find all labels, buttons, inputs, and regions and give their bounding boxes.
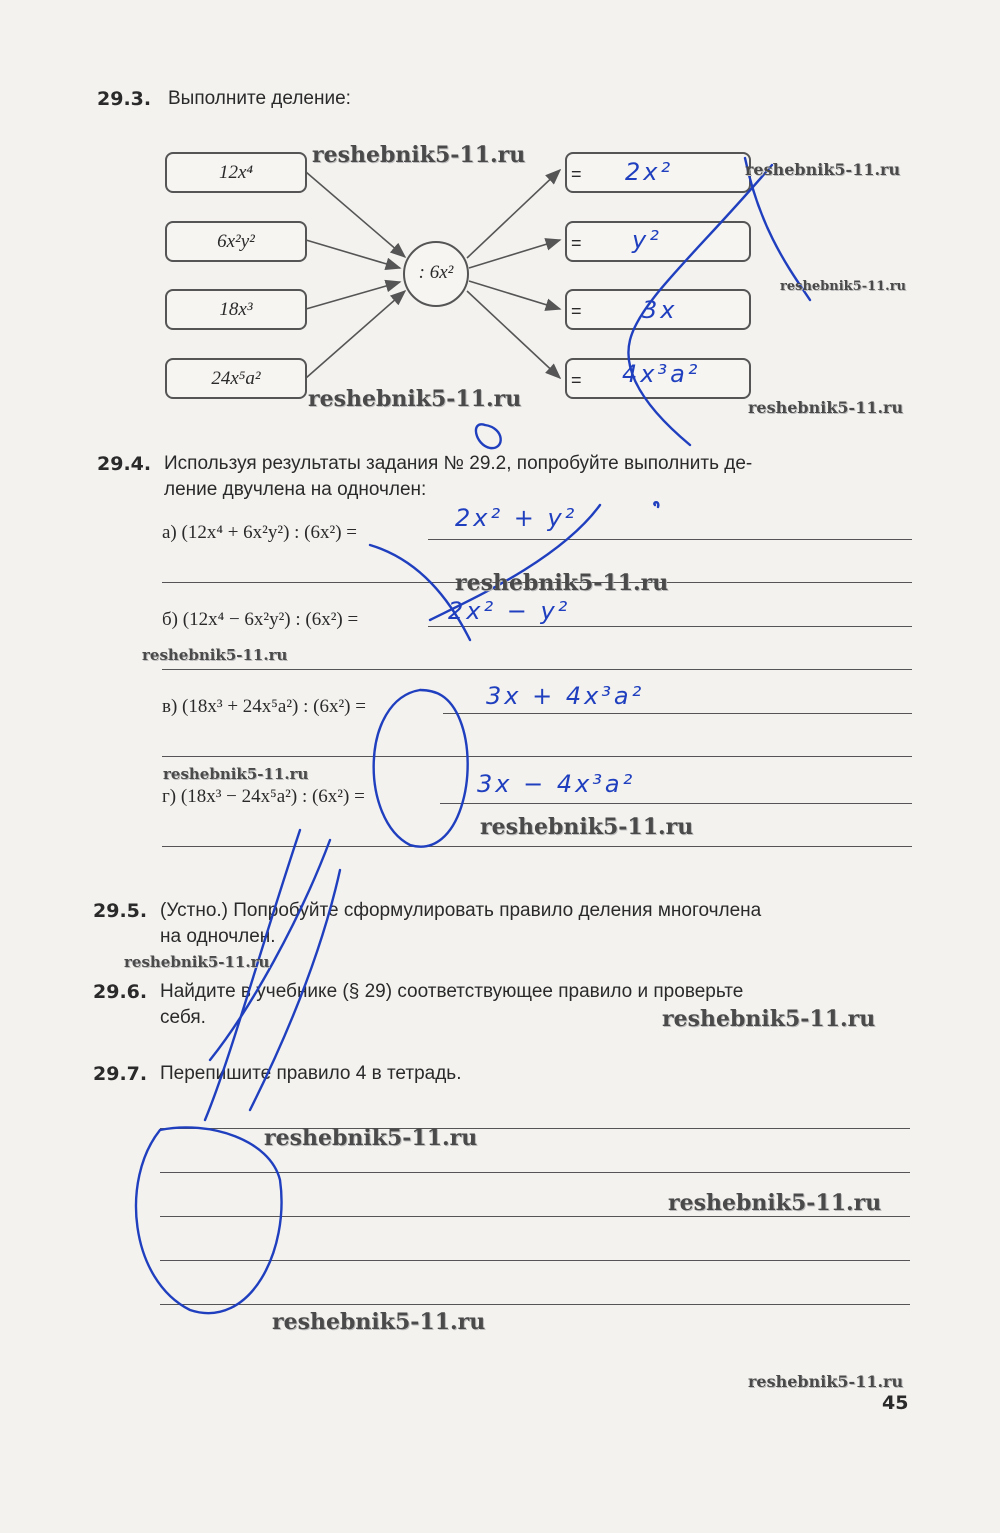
watermark-7: reshebnik5-11.ru [142,646,288,664]
result-eq-2: = [571,233,582,253]
watermark-12: reshebnik5-11.ru [264,1125,478,1151]
expression-b: б) (12x⁴ − 6x²y²) : (6x²) = [162,609,359,630]
task-number-29-5: 29.5. [93,900,148,922]
task-text-29-4-line2: ление двучлена на одночлен: [164,479,427,500]
task-number-29-7: 29.7. [93,1063,148,1085]
task-text-29-6-line1: Найдите в учебнике (§ 29) соответствующее правило и проверьте [160,981,744,1002]
result-eq-4: = [571,370,582,390]
handwritten-answer-v: 3x + 4x³a² [486,682,645,710]
task-number-29-3: 29.3. [97,88,152,110]
result-eq-1: = [571,164,582,184]
watermark-9: reshebnik5-11.ru [480,814,694,840]
task-text-29-6-line2: себя. [160,1007,206,1028]
watermark-1: reshebnik5-11.ru [312,142,526,168]
task-text-29-5-line1: (Устно.) Попробуйте сформулировать правило деления многочлена [160,900,762,921]
task-number-29-4: 29.4. [97,453,152,475]
watermark-4: reshebnik5-11.ru [308,386,522,412]
handwritten-answer-g: 3x − 4x³a² [477,770,636,798]
watermark-3: reshebnik5-11.ru [780,279,907,294]
watermark-15: reshebnik5-11.ru [748,1372,904,1391]
handwritten-answer-b: 2x² − y² [448,597,571,625]
task-text-29-7: Перепишите правило 4 в тетрадь. [160,1063,462,1084]
expression-a: а) (12x⁴ + 6x²y²) : (6x²) = [162,522,357,543]
watermark-14: reshebnik5-11.ru [272,1309,486,1335]
watermark-10: reshebnik5-11.ru [124,953,270,971]
input-box-3-text: 18x³ [219,298,253,320]
task-text-29-4-line1: Используя результаты задания № 29.2, попробуйте выполнить де- [164,453,753,474]
task-number-29-6: 29.6. [93,981,148,1003]
task-text-29-5-line2: на одночлен. [160,926,276,947]
watermark-2: reshebnik5-11.ru [745,160,901,179]
watermark-11: reshebnik5-11.ru [662,1006,876,1032]
page-number: 45 [882,1392,909,1414]
task-text-29-3: Выполните деление: [168,88,351,109]
input-box-4-text: 24x⁵a² [211,367,261,389]
watermark-13: reshebnik5-11.ru [668,1190,882,1216]
handwritten-answer-4: 4x³a² [622,360,701,388]
watermark-8: reshebnik5-11.ru [163,765,309,783]
result-eq-3: = [571,301,582,321]
input-box-2-text: 6x²y² [217,230,255,252]
watermark-5: reshebnik5-11.ru [748,398,904,417]
input-box-1-text: 12x⁴ [218,161,254,183]
watermark-6: reshebnik5-11.ru [455,570,669,596]
handwritten-answer-a: 2x² + y² [455,504,578,532]
handwritten-answer-1: 2x² [625,158,674,186]
divisor-label: : 6x² [418,262,454,283]
handwritten-answer-3: 3x [642,296,678,324]
expression-g: г) (18x³ − 24x⁵a²) : (6x²) = [162,786,365,807]
expression-v: в) (18x³ + 24x⁵a²) : (6x²) = [162,696,366,717]
handwritten-answer-2: y² [632,226,662,254]
